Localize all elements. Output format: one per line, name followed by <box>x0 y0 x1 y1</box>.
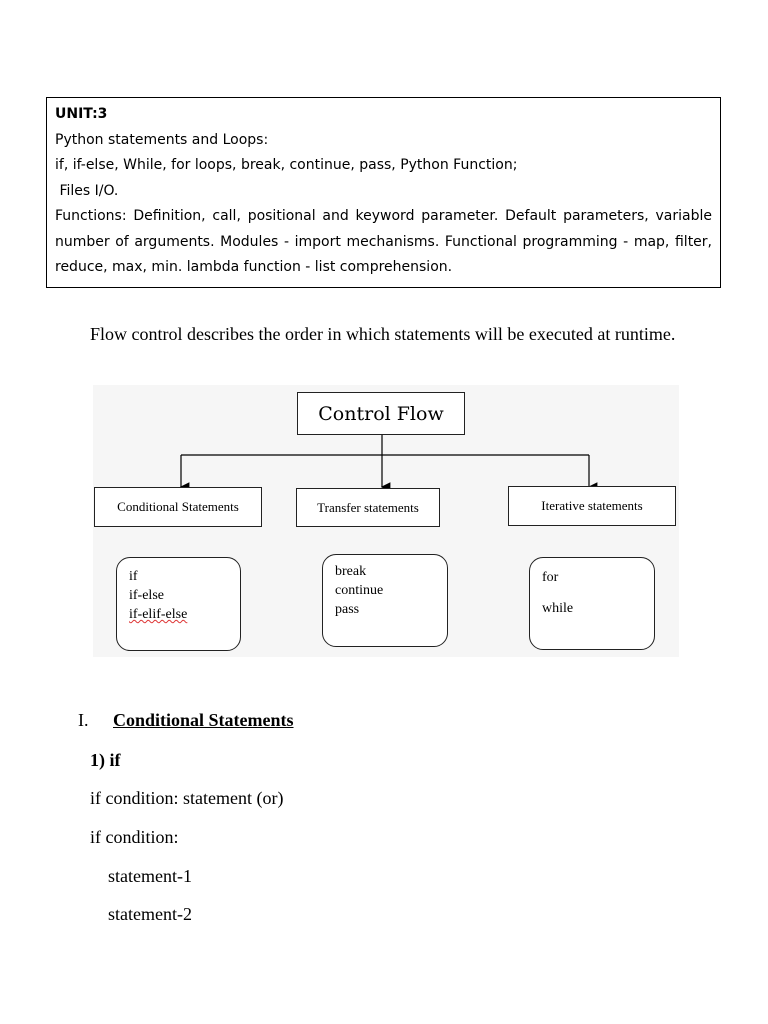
item-continue: continue <box>335 583 384 598</box>
unit-title: UNIT:3 <box>55 106 108 122</box>
code-line-1: if condition: statement (or) <box>90 788 284 808</box>
category-transfer: Transfer statements <box>296 488 440 527</box>
unit-topics-list: if, if-else, While, for loops, break, continue, pass, Python Function; <box>55 157 518 173</box>
unit-functions-paragraph: Functions: Definition, call, positional and keyword parameter. Default parameters, variable number of arguments. Modules - import mechanisms. Functional programming - map, filter, reduce, max, min. lambda function - list comprehension. <box>55 208 712 275</box>
category-conditional: Conditional Statements <box>94 487 262 527</box>
unit-topics-heading: Python statements and Loops: <box>55 131 269 148</box>
transfer-items <box>322 554 448 647</box>
item-while: while <box>542 601 574 616</box>
section-numeral: I. <box>78 710 89 730</box>
code-line-3: statement-1 <box>108 866 192 886</box>
section-heading: Conditional Statements <box>113 710 294 730</box>
conditional-items <box>116 557 241 651</box>
category-iterative: Iterative statements <box>508 486 676 526</box>
item-if-else: if-else <box>129 588 164 603</box>
subsection-heading: 1) if <box>90 750 121 770</box>
item-if-elif-else: if-elif-else <box>129 607 188 622</box>
code-line-2: if condition: <box>90 827 179 847</box>
control-flow-diagram <box>93 385 679 657</box>
item-for: for <box>542 570 559 585</box>
code-line-4: statement-2 <box>108 904 192 924</box>
item-pass: pass <box>335 602 360 617</box>
item-break: break <box>335 564 367 579</box>
iterative-items <box>529 557 655 650</box>
item-if: if <box>129 569 138 584</box>
intro-paragraph: Flow control describes the order in which statements will be executed at runtime. <box>90 324 676 344</box>
section-heading-row <box>78 710 294 731</box>
root-node: Control Flow <box>297 392 465 435</box>
unit-box <box>46 97 721 288</box>
unit-files-topic: Files I/O. <box>55 182 119 199</box>
